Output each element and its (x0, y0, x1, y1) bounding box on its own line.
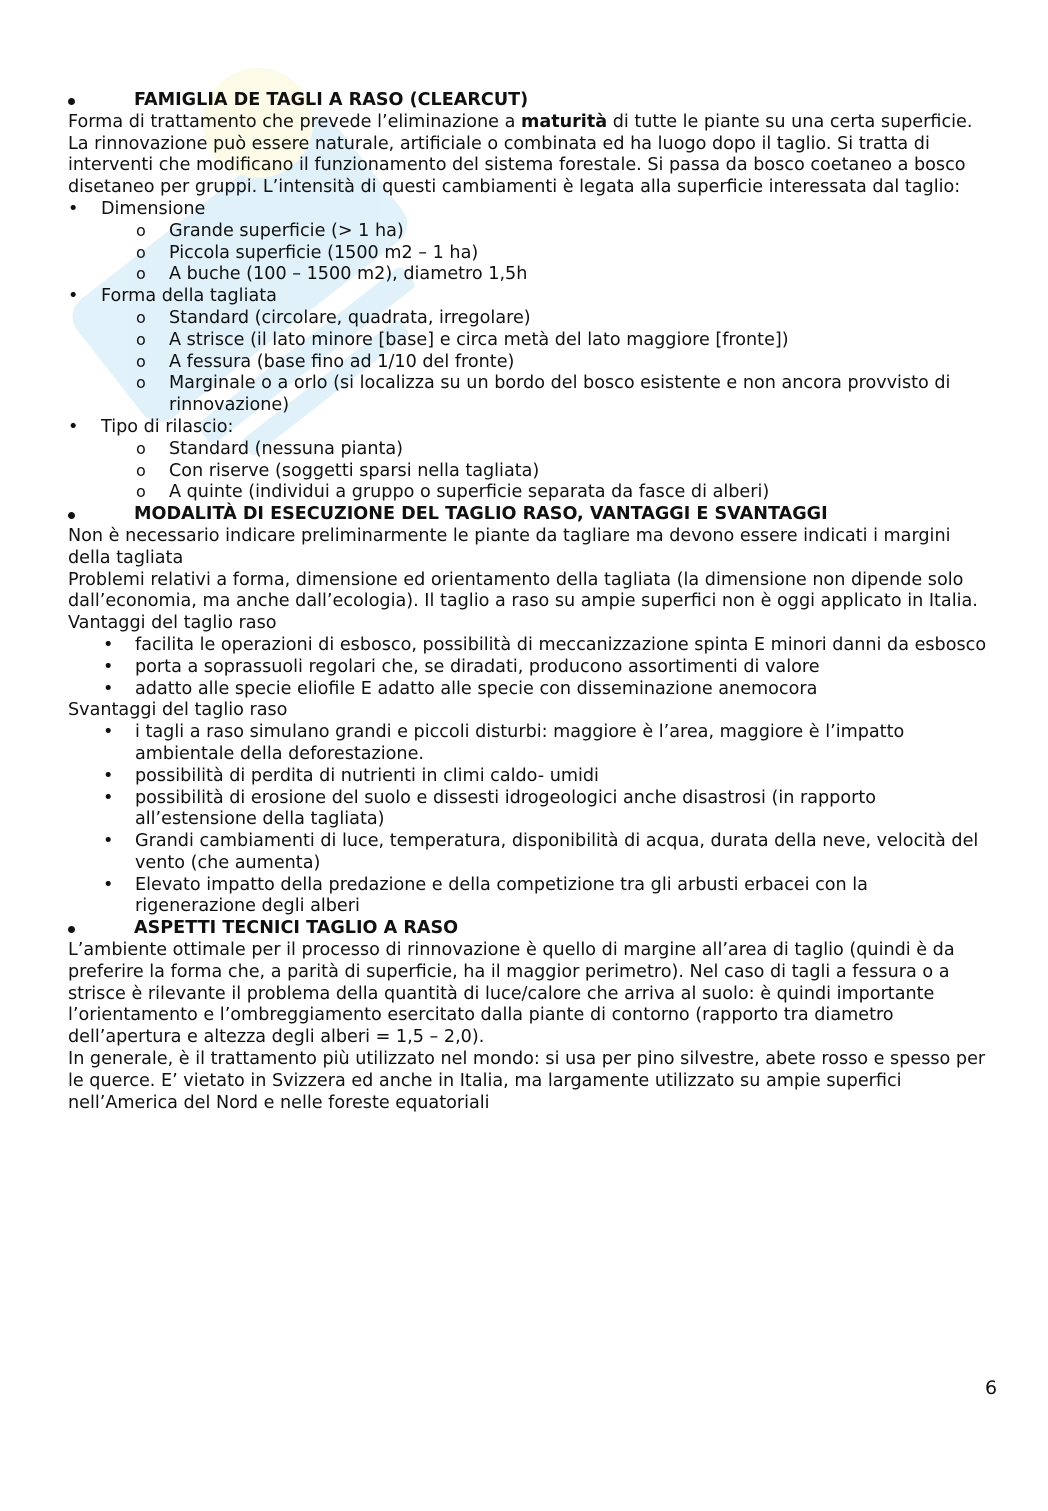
sub-list-item-text: Grande superficie (> 1 ha) (169, 220, 404, 241)
sub-bullet-marker: o (136, 329, 146, 349)
bullet-marker: • (103, 656, 114, 677)
paragraph: Non è necessario indicare preliminarmente le piante da tagliare ma devono essere indicati i margini della tagliata (68, 525, 951, 568)
list-item-text: possibilità di erosione del suolo e dissesti idrogeologici anche disastrosi (in rapporto all’estensione della tagliata) (135, 787, 876, 830)
sub-list-item-text: Piccola superficie (1500 m2 – 1 ha) (169, 242, 479, 263)
list-item-text: i tagli a raso simulano grandi e piccoli disturbi: maggiore è l’area, maggiore è l’impatto ambientale della deforestazione. (135, 722, 905, 764)
bullet-marker: • (68, 416, 79, 437)
sub-list-item-text: A buche (100 – 1500 m2), diametro 1,5h (169, 264, 528, 285)
section-heading (68, 90, 988, 112)
sub-list-item (68, 482, 988, 504)
sub-bullet-marker: o (136, 460, 146, 480)
list-item (68, 722, 988, 766)
sub-list-item (68, 439, 988, 461)
list-item (68, 766, 988, 788)
list-item-text: Grandi cambiamenti di luce, temperatura, disponibilità di acqua, durata della neve, velocità del vento (che aumenta) (135, 831, 979, 873)
disadvantages-title: Svantaggi del taglio raso (68, 700, 288, 721)
heading-bullet (68, 98, 75, 105)
intro-text: Forma di trattamento che prevede l’eliminazione a (68, 111, 521, 132)
section-heading (68, 504, 988, 526)
sub-list-item-text: Standard (circolare, quadrata, irregolare) (169, 307, 531, 328)
list-item-text: adatto alle specie eliofile E adatto alle specie con disseminazione anemocora (135, 678, 818, 699)
list-item (68, 679, 988, 701)
list-item (68, 635, 988, 657)
sub-list-item (68, 308, 988, 330)
list-item (68, 875, 988, 919)
advantages-title: Vantaggi del taglio raso (68, 613, 277, 634)
list-item-text: facilita le operazioni di esbosco, possibilità di meccanizzazione spinta E minori danni da esbosco (135, 634, 987, 655)
paragraph: Problemi relativi a forma, dimensione ed orientamento della tagliata (la dimensione non dipende solo dall’economia, ma anche dall’ecologia). Il taglio a raso su ampie superfici non è oggi applicato in Italia. (68, 569, 978, 612)
intro-text-rest: di tutte le piante su una certa superficie. La rinnovazione può essere naturale, artificiale o combinata ed ha luogo dopo il taglio. Si tratta di interventi che modificano il funzionamento del sistema forestale. Si passa da bosco coetaneo a bosco disetaneo per gruppi. L’intensità di questi cambiamenti è legata alla superficie interessata dal taglio: (68, 111, 973, 198)
bullet-marker: • (68, 286, 79, 307)
list-item-text: possibilità di perdita di nutrienti in climi caldo- umidi (135, 765, 599, 786)
section-heading (68, 918, 988, 940)
sub-list-item (68, 221, 988, 243)
page-number: 6 (985, 1377, 998, 1399)
sub-list-item-text: Standard (nessuna pianta) (169, 438, 404, 459)
sub-bullet-marker: o (136, 482, 146, 502)
list-item (68, 286, 988, 308)
bullet-marker: • (103, 831, 114, 852)
sub-list-item-text: Marginale o a orlo (si localizza su un bordo del bosco esistente e non ancora provvisto di rinnovazione) (169, 373, 951, 416)
list-item-text: porta a soprassuoli regolari che, se diradati, producono assortimenti di valore (135, 656, 820, 677)
sub-list-item (68, 243, 988, 265)
sub-list-item-text: A strisce (il lato minore [base] e circa metà del lato maggiore [fronte]) (169, 329, 789, 350)
section-heading-text: FAMIGLIA DE TAGLI A RASO (CLEARCUT) (134, 90, 529, 110)
document-body (68, 90, 988, 1114)
bullet-marker: • (103, 678, 114, 699)
sub-list-item (68, 373, 988, 417)
intro-paragraph (68, 112, 988, 199)
bullet-marker: • (103, 765, 114, 786)
sub-bullet-marker: o (136, 373, 146, 393)
sub-list-item (68, 461, 988, 483)
heading-bullet (68, 512, 75, 519)
sub-list-item (68, 264, 988, 286)
sub-list-item (68, 352, 988, 374)
list-item-label: Forma della tagliata (101, 286, 277, 307)
list-item (68, 788, 988, 832)
bullet-marker: • (103, 874, 114, 895)
heading-bullet (68, 926, 75, 933)
paragraph: In generale, è il trattamento più utilizzato nel mondo: si usa per pino silvestre, abete rosso e spesso per le querce. E’ vietato in Svizzera ed anche in Italia, ma largamente utilizzato su ampie superfici nell’America del Nord e nelle foreste equatoriali (68, 1049, 986, 1113)
sub-bullet-marker: o (136, 438, 146, 458)
bullet-marker: • (68, 198, 79, 219)
list-item-label: Dimensione (101, 198, 206, 219)
section-heading-text: MODALITÀ DI ESECUZIONE DEL TAGLIO RASO, VANTAGGI E SVANTAGGI (134, 504, 828, 525)
section-heading-text: ASPETTI TECNICI TAGLIO A RASO (134, 918, 459, 939)
sub-list-item-text: Con riserve (soggetti sparsi nella tagliata) (169, 460, 540, 481)
paragraph: L’ambiente ottimale per il processo di rinnovazione è quello di margine all’area di taglio (quindi è da preferire la forma che, a parità di superficie, ha il maggior perimetro). Nel caso di tagli a fessura o a strisce è rilevante il problema della quantità di luce/calore che arriva al suolo: è quindi importante l’orientamento e l’ombreggiamento esercitato dalla piante di contorno (rapporto tra diametro dell’apertura e altezza degli alberi = 1,5 – 2,0). (68, 940, 955, 1048)
list-item (68, 657, 988, 679)
list-item (68, 199, 988, 221)
bullet-marker: • (103, 634, 114, 655)
bullet-marker: • (103, 787, 114, 808)
sub-list-item (68, 330, 988, 352)
list-item-label: Tipo di rilascio: (101, 416, 234, 437)
intro-bold-term: maturità (520, 111, 608, 132)
sub-bullet-marker: o (136, 242, 146, 262)
sub-bullet-marker: o (136, 307, 146, 327)
sub-list-item-text: A quinte (individui a gruppo o superficie separata da fasce di alberi) (169, 482, 770, 503)
sub-bullet-marker: o (136, 264, 146, 284)
list-item (68, 417, 988, 439)
sub-list-item-text: A fessura (base fino ad 1/10 del fronte) (169, 351, 515, 372)
list-item-text: Elevato impatto della predazione e della competizione tra gli arbusti erbacei con la rigenerazione degli alberi (135, 874, 868, 917)
sub-bullet-marker: o (136, 351, 146, 371)
bullet-marker: • (103, 722, 114, 743)
sub-bullet-marker: o (136, 220, 146, 240)
list-item (68, 831, 988, 875)
